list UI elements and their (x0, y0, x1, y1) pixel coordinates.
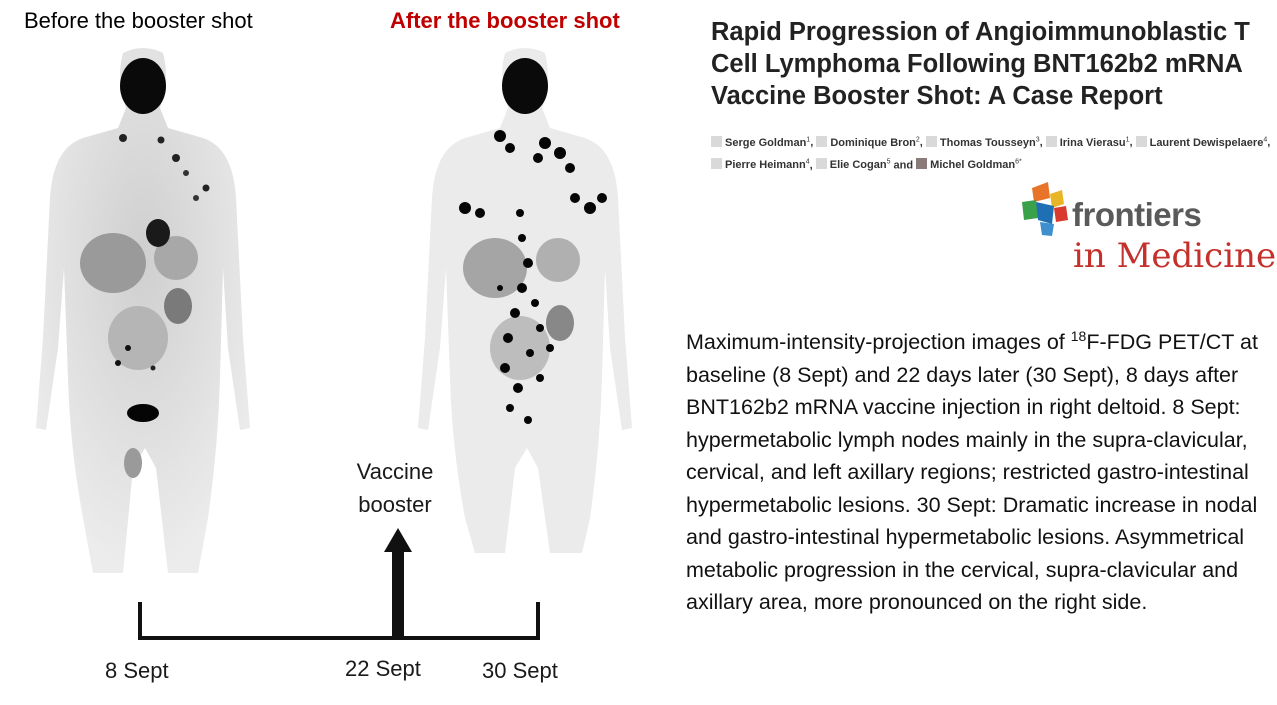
author-affiliation: 6* (1015, 158, 1022, 166)
caption-part1: Maximum-intensity-projection images of (686, 330, 1071, 355)
author-entry[interactable] (1136, 137, 1268, 149)
caption-superscript: 18 (1070, 328, 1087, 344)
vaccine-label-line1: Vaccine (356, 459, 434, 484)
author-affiliation: 5 (886, 158, 891, 166)
vaccine-arrow-head (384, 528, 412, 552)
author-avatar-icon (926, 136, 937, 147)
author-avatar-icon (1046, 136, 1057, 147)
after-label: After the booster shot (390, 8, 620, 33)
author-affiliation: 1 (1125, 136, 1130, 143)
author-avatar-icon (916, 158, 927, 169)
author-entry[interactable] (1046, 137, 1130, 149)
author-name[interactable]: Elie Cogan (829, 159, 887, 172)
date-label-booster: 22 Sept (345, 656, 421, 681)
author-avatar-icon (816, 158, 827, 169)
author-name[interactable]: Michel Goldman (930, 159, 1016, 172)
vaccine-label-line2: booster (358, 492, 432, 517)
vaccine-arrow-shaft (392, 548, 404, 640)
caption-part2: F-FDG PET/CT at baseline (8 Sept) and 22 days later (30 Sept), 8 days after BNT162b2 mRNA vaccine injection in right deltoid. 8 Sept: hypermetabolic lymph nodes mainly in the supra-clavicular, cervical, and left axillary regions; restricted gastro-intestinal hypermetabolic lesions. 30 Sept: Dramatic increase in nodal and gastro-intestinal hypermetabolic lesions. Asymmetrical metabolic progression in the cervical, supra-clavicular and axillary area, more pronounced on the right side. (686, 330, 1258, 615)
author-name[interactable]: Thomas Tousseyn (939, 136, 1036, 149)
journal-name: frontiers (1072, 196, 1202, 233)
figure-caption (686, 320, 1266, 619)
author-name[interactable]: Serge Goldman (725, 136, 807, 149)
timeline-line (140, 602, 538, 638)
author-entry[interactable] (711, 137, 810, 149)
author-affiliation: 1 (806, 136, 811, 143)
author-name[interactable]: Laurent Dewispelaere (1149, 136, 1264, 149)
timeline-axis (130, 520, 550, 650)
author-avatar-icon (711, 136, 722, 147)
author-entry[interactable] (711, 159, 810, 171)
author-affiliation: 3 (1035, 136, 1040, 143)
author-entry[interactable] (816, 137, 919, 149)
author-list: Serge Goldman$^1$, Dominique Bron$^2$, Thomas Tousseyn$^3$, Irina Vierasu$^1$, Laurent Dewispelaere$^4$, Pierre Heimann$^4$, Elie Cogan$^5$ and Michel Goldman$^{6*}$ (711, 130, 1271, 175)
author-name[interactable]: Irina Vierasu (1059, 136, 1126, 149)
author-affiliation: 2 (915, 136, 920, 143)
author-name[interactable]: Pierre Heimann (725, 159, 806, 172)
date-label-followup: 30 Sept (482, 658, 558, 683)
author-avatar-icon (1136, 136, 1147, 147)
pet-scan-before-image (28, 48, 258, 578)
author-entry[interactable] (816, 159, 891, 171)
author-entry[interactable] (926, 137, 1040, 149)
author-and: and (893, 159, 914, 172)
author-name[interactable]: Dominique Bron (830, 136, 916, 149)
author-affiliation: 4 (805, 158, 810, 166)
before-label: Before the booster shot (24, 8, 253, 33)
author-entry[interactable] (916, 159, 1022, 171)
author-avatar-icon (816, 136, 827, 147)
author-affiliation: 4 (1263, 136, 1268, 143)
vaccine-booster-label (340, 455, 450, 521)
author-avatar-icon (711, 158, 722, 169)
journal-subtitle: in Medicine (1073, 236, 1277, 276)
date-label-baseline: 8 Sept (105, 658, 169, 683)
paper-title: Rapid Progression of Angioimmunoblastic T Cell Lymphoma Following BNT162b2 mRNA Vaccine Booster Shot: A Case Report (711, 18, 1250, 110)
